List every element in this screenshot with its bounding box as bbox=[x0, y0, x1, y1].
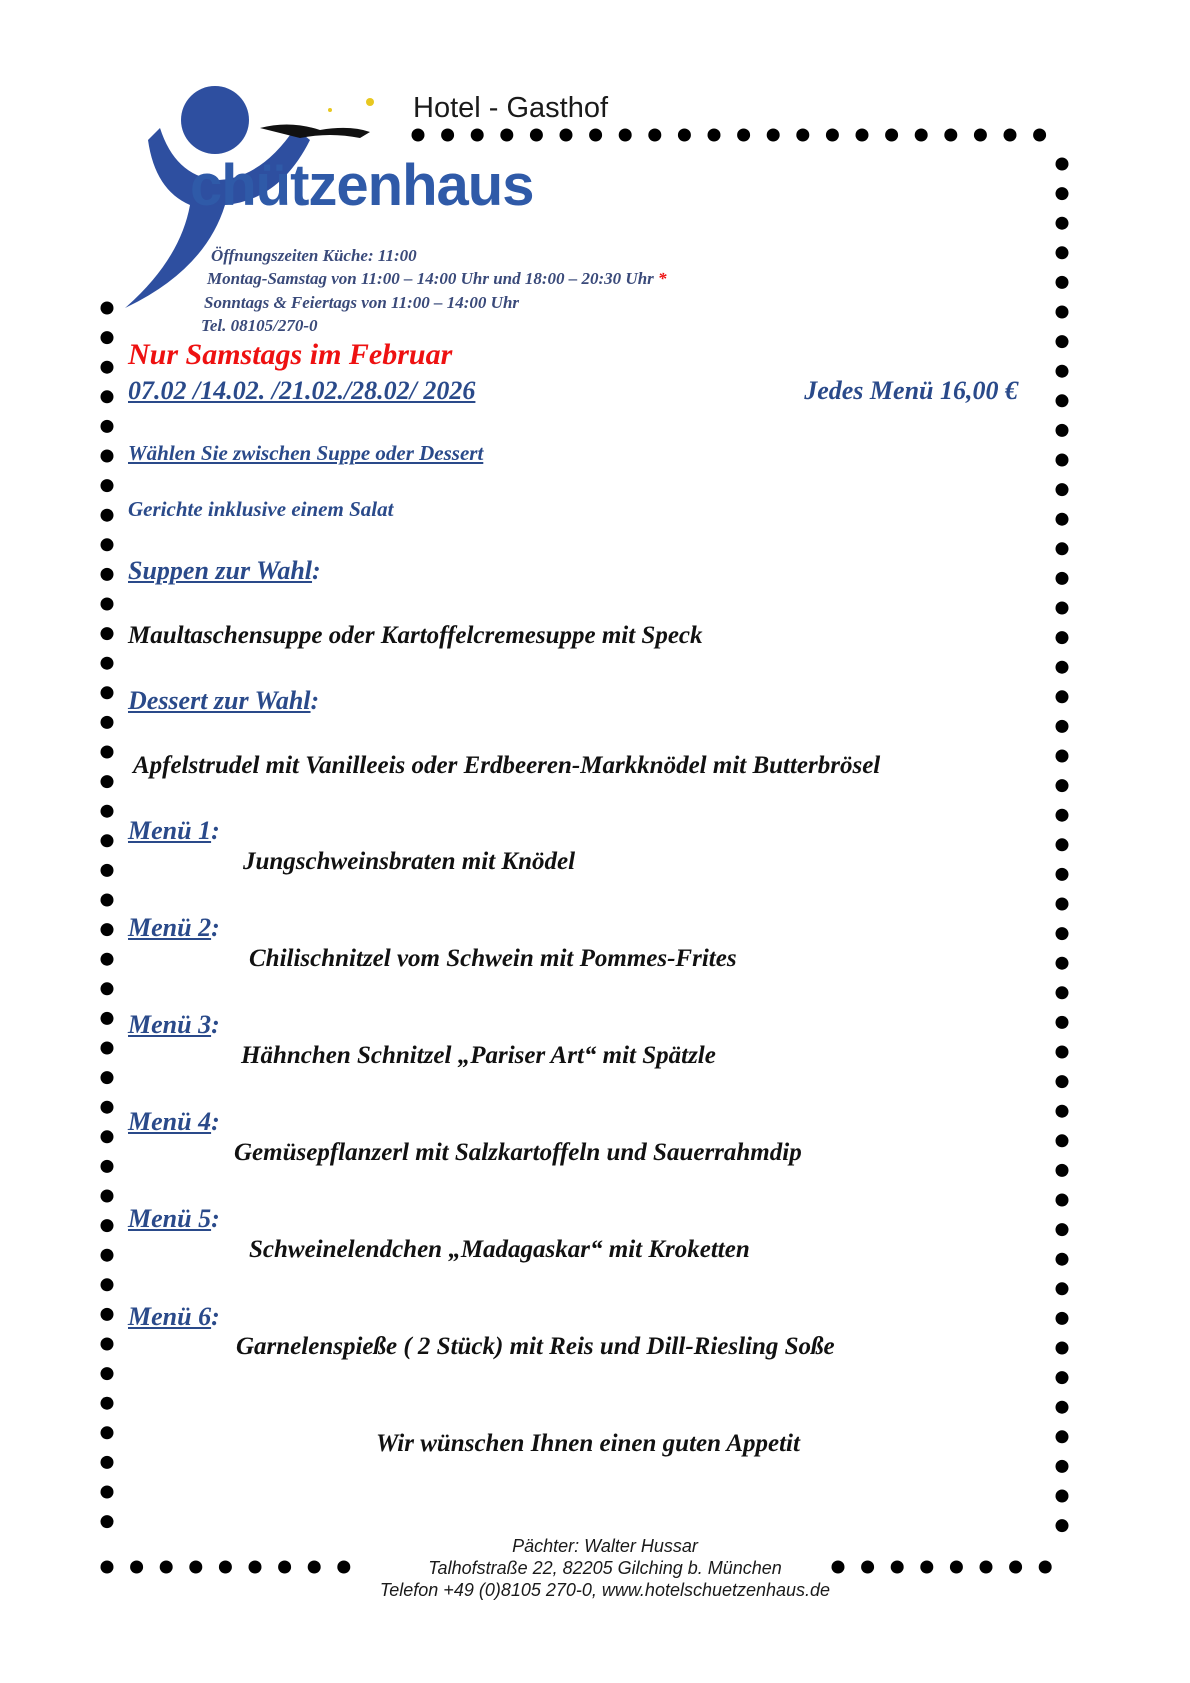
border-dot bbox=[101, 805, 114, 818]
border-dot bbox=[980, 1561, 993, 1574]
border-dot bbox=[1056, 335, 1069, 348]
desserts-heading: Dessert zur Wahl: bbox=[128, 686, 320, 715]
border-dot bbox=[308, 1561, 321, 1574]
border-dot bbox=[826, 129, 839, 142]
border-dot bbox=[767, 129, 780, 142]
border-dot bbox=[678, 129, 691, 142]
border-dot bbox=[189, 1561, 202, 1574]
border-dot bbox=[1056, 1312, 1069, 1325]
border-dot bbox=[101, 509, 114, 522]
border-dot bbox=[101, 1160, 114, 1173]
border-dot bbox=[1056, 750, 1069, 763]
border-dot bbox=[101, 894, 114, 907]
border-dot bbox=[101, 746, 114, 759]
offer-title: Nur Samstags im Februar bbox=[128, 338, 453, 371]
footer-contact: Telefon +49 (0)8105 270-0, www.hotelschuetzenhaus.de bbox=[379, 1580, 831, 1600]
border-dot bbox=[101, 657, 114, 670]
menu-3-dish: Hähnchen Schnitzel „Pariser Art“ mit Spätzle bbox=[241, 1042, 716, 1069]
border-dot bbox=[101, 982, 114, 995]
border-dot bbox=[249, 1561, 262, 1574]
border-dot bbox=[944, 129, 957, 142]
salad-note: Gerichte inklusive einem Salat bbox=[128, 497, 394, 521]
border-dot bbox=[1056, 187, 1069, 200]
border-dot bbox=[101, 1367, 114, 1380]
border-dot bbox=[1056, 661, 1069, 674]
menu-1-dish: Jungschweinsbraten mit Knödel bbox=[243, 848, 576, 875]
border-dot bbox=[1056, 838, 1069, 851]
border-dot bbox=[101, 1042, 114, 1055]
border-dot bbox=[1056, 809, 1069, 822]
border-dot bbox=[1056, 424, 1069, 437]
offer-dates-line bbox=[128, 376, 1018, 406]
border-dot bbox=[915, 129, 928, 142]
menu-2-dish: Chilischnitzel vom Schwein mit Pommes-Frites bbox=[249, 945, 737, 972]
soups-heading: Suppen zur Wahl: bbox=[128, 556, 321, 585]
border-dot bbox=[796, 129, 809, 142]
border-dot bbox=[920, 1561, 933, 1574]
border-dot bbox=[101, 568, 114, 581]
border-dot bbox=[1056, 1371, 1069, 1384]
menu-3-label: Menü 3: bbox=[128, 1010, 220, 1039]
border-dot bbox=[974, 129, 987, 142]
border-dot bbox=[101, 1486, 114, 1499]
border-dot bbox=[278, 1561, 291, 1574]
border-dot bbox=[101, 1071, 114, 1084]
border-dot bbox=[1056, 1253, 1069, 1266]
hotel-gasthof-label: Hotel - Gasthof bbox=[413, 92, 609, 124]
border-dot bbox=[101, 598, 114, 611]
border-dot bbox=[130, 1561, 143, 1574]
border-dot bbox=[101, 302, 114, 315]
border-dot bbox=[1056, 1490, 1069, 1503]
border-dot bbox=[1056, 1194, 1069, 1207]
border-dot bbox=[101, 450, 114, 463]
border-dot bbox=[101, 538, 114, 551]
closing-message: Wir wünschen Ihnen einen guten Appetit bbox=[376, 1430, 800, 1457]
footer-tenant: Pächter: Walter Hussar bbox=[512, 1536, 698, 1556]
border-dot bbox=[1056, 246, 1069, 259]
border-dot bbox=[737, 129, 750, 142]
border-dot bbox=[1056, 483, 1069, 496]
border-dot bbox=[219, 1561, 232, 1574]
offer-price: Jedes Menü 16,00 € bbox=[804, 376, 1018, 405]
menu-4-label: Menü 4: bbox=[128, 1107, 220, 1136]
border-dot bbox=[1056, 1401, 1069, 1414]
border-dot bbox=[101, 627, 114, 640]
border-dot bbox=[1056, 1105, 1069, 1118]
border-dot bbox=[101, 1249, 114, 1262]
brand-name: chützenhaus bbox=[190, 153, 534, 218]
border-dot bbox=[1004, 129, 1017, 142]
border-dot bbox=[885, 129, 898, 142]
border-dot bbox=[160, 1561, 173, 1574]
menu-6-dish: Garnelenspieße ( 2 Stück) mit Reis und Dill-Riesling Soße bbox=[236, 1333, 835, 1360]
menu-5-dish: Schweinelendchen „Madagaskar“ mit Kroketten bbox=[249, 1236, 750, 1263]
border-dot bbox=[101, 1278, 114, 1291]
border-dot bbox=[101, 923, 114, 936]
border-dot bbox=[101, 361, 114, 374]
choice-note: Wählen Sie zwischen Suppe oder Dessert bbox=[128, 441, 484, 465]
hours-sundays: Sonntags & Feiertags von 11:00 – 14:00 Uhr bbox=[204, 293, 520, 312]
border-dot bbox=[500, 129, 513, 142]
border-dot bbox=[101, 1190, 114, 1203]
border-dot bbox=[471, 129, 484, 142]
soups-items: Maultaschensuppe oder Kartoffelcremesuppe mit Speck bbox=[128, 622, 703, 649]
border-dot bbox=[1056, 217, 1069, 230]
border-dot bbox=[1056, 365, 1069, 378]
border-dot bbox=[619, 129, 632, 142]
border-dot bbox=[101, 1338, 114, 1351]
border-dot bbox=[101, 1308, 114, 1321]
border-dot bbox=[530, 129, 543, 142]
border-dot bbox=[101, 1426, 114, 1439]
border-dot bbox=[101, 1101, 114, 1114]
border-dot bbox=[1056, 454, 1069, 467]
menu-4-dish: Gemüsepflanzerl mit Salzkartoffeln und Sauerrahmdip bbox=[234, 1139, 802, 1166]
menu-1-label: Menü 1: bbox=[128, 816, 220, 845]
border-dot bbox=[1056, 1460, 1069, 1473]
border-dot bbox=[1056, 1046, 1069, 1059]
border-dot bbox=[101, 331, 114, 344]
border-dot bbox=[1056, 1342, 1069, 1355]
border-dot bbox=[1056, 602, 1069, 615]
border-dot bbox=[589, 129, 602, 142]
desserts-items: Apfelstrudel mit Vanilleeis oder Erdbeeren-Markknödel mit Butterbrösel bbox=[133, 752, 881, 779]
border-dot bbox=[1056, 394, 1069, 407]
border-dot bbox=[101, 834, 114, 847]
border-dot bbox=[101, 775, 114, 788]
border-dot bbox=[861, 1561, 874, 1574]
border-dot bbox=[1056, 720, 1069, 733]
border-dot bbox=[1056, 631, 1069, 644]
border-dot bbox=[101, 420, 114, 433]
border-dot bbox=[1056, 868, 1069, 881]
border-dot bbox=[1056, 572, 1069, 585]
border-dot bbox=[101, 1456, 114, 1469]
border-dot bbox=[1056, 898, 1069, 911]
border-dot bbox=[101, 686, 114, 699]
border-dot bbox=[1056, 927, 1069, 940]
border-dot bbox=[1033, 129, 1046, 142]
menu-6-label: Menü 6: bbox=[128, 1302, 220, 1331]
border-dot bbox=[337, 1561, 350, 1574]
border-dot bbox=[1056, 513, 1069, 526]
border-dot bbox=[1056, 1164, 1069, 1177]
menu-2-label: Menü 2: bbox=[128, 913, 220, 942]
border-dot bbox=[101, 1130, 114, 1143]
border-dot bbox=[101, 1397, 114, 1410]
border-dot bbox=[101, 1515, 114, 1528]
hours-kitchen: Öffnungszeiten Küche: 11:00 bbox=[211, 246, 417, 265]
border-dot bbox=[101, 1012, 114, 1025]
offer-dates: 07.02 /14.02. /21.02./28.02/ 2026 bbox=[128, 376, 476, 405]
footer-address: Talhofstraße 22, 82205 Gilching b. München bbox=[428, 1558, 782, 1578]
border-dot bbox=[101, 390, 114, 403]
hours-weekdays: Montag-Samstag von 11:00 – 14:00 Uhr und 18:00 – 20:30 Uhr * bbox=[207, 269, 667, 288]
border-dot bbox=[101, 1561, 114, 1574]
asterisk-mark: * bbox=[658, 269, 667, 288]
border-dot bbox=[1056, 1430, 1069, 1443]
border-dot bbox=[101, 864, 114, 877]
border-dot bbox=[1009, 1561, 1022, 1574]
border-dot bbox=[1056, 1134, 1069, 1147]
border-dot bbox=[708, 129, 721, 142]
border-dot bbox=[891, 1561, 904, 1574]
border-dot bbox=[1056, 1016, 1069, 1029]
border-dot bbox=[1056, 986, 1069, 999]
border-dot bbox=[1056, 1519, 1069, 1532]
border-dot bbox=[1039, 1561, 1052, 1574]
border-dot bbox=[1056, 957, 1069, 970]
border-dot bbox=[1056, 1223, 1069, 1236]
border-dot bbox=[1056, 1282, 1069, 1295]
border-dot bbox=[648, 129, 661, 142]
border-dot bbox=[1056, 1075, 1069, 1088]
border-dot bbox=[1056, 542, 1069, 555]
border-dot bbox=[950, 1561, 963, 1574]
border-dot bbox=[560, 129, 573, 142]
border-dot bbox=[101, 1219, 114, 1232]
border-dot bbox=[1056, 158, 1069, 171]
border-dot bbox=[1056, 690, 1069, 703]
border-dot bbox=[101, 479, 114, 492]
border-dot bbox=[856, 129, 869, 142]
menu-5-label: Menü 5: bbox=[128, 1204, 220, 1233]
border-dot bbox=[101, 953, 114, 966]
border-dot bbox=[441, 129, 454, 142]
border-dot bbox=[101, 716, 114, 729]
border-dot bbox=[1056, 779, 1069, 792]
border-dot bbox=[1056, 306, 1069, 319]
hours-phone: Tel. 08105/270-0 bbox=[201, 316, 318, 335]
border-dot bbox=[1056, 276, 1069, 289]
